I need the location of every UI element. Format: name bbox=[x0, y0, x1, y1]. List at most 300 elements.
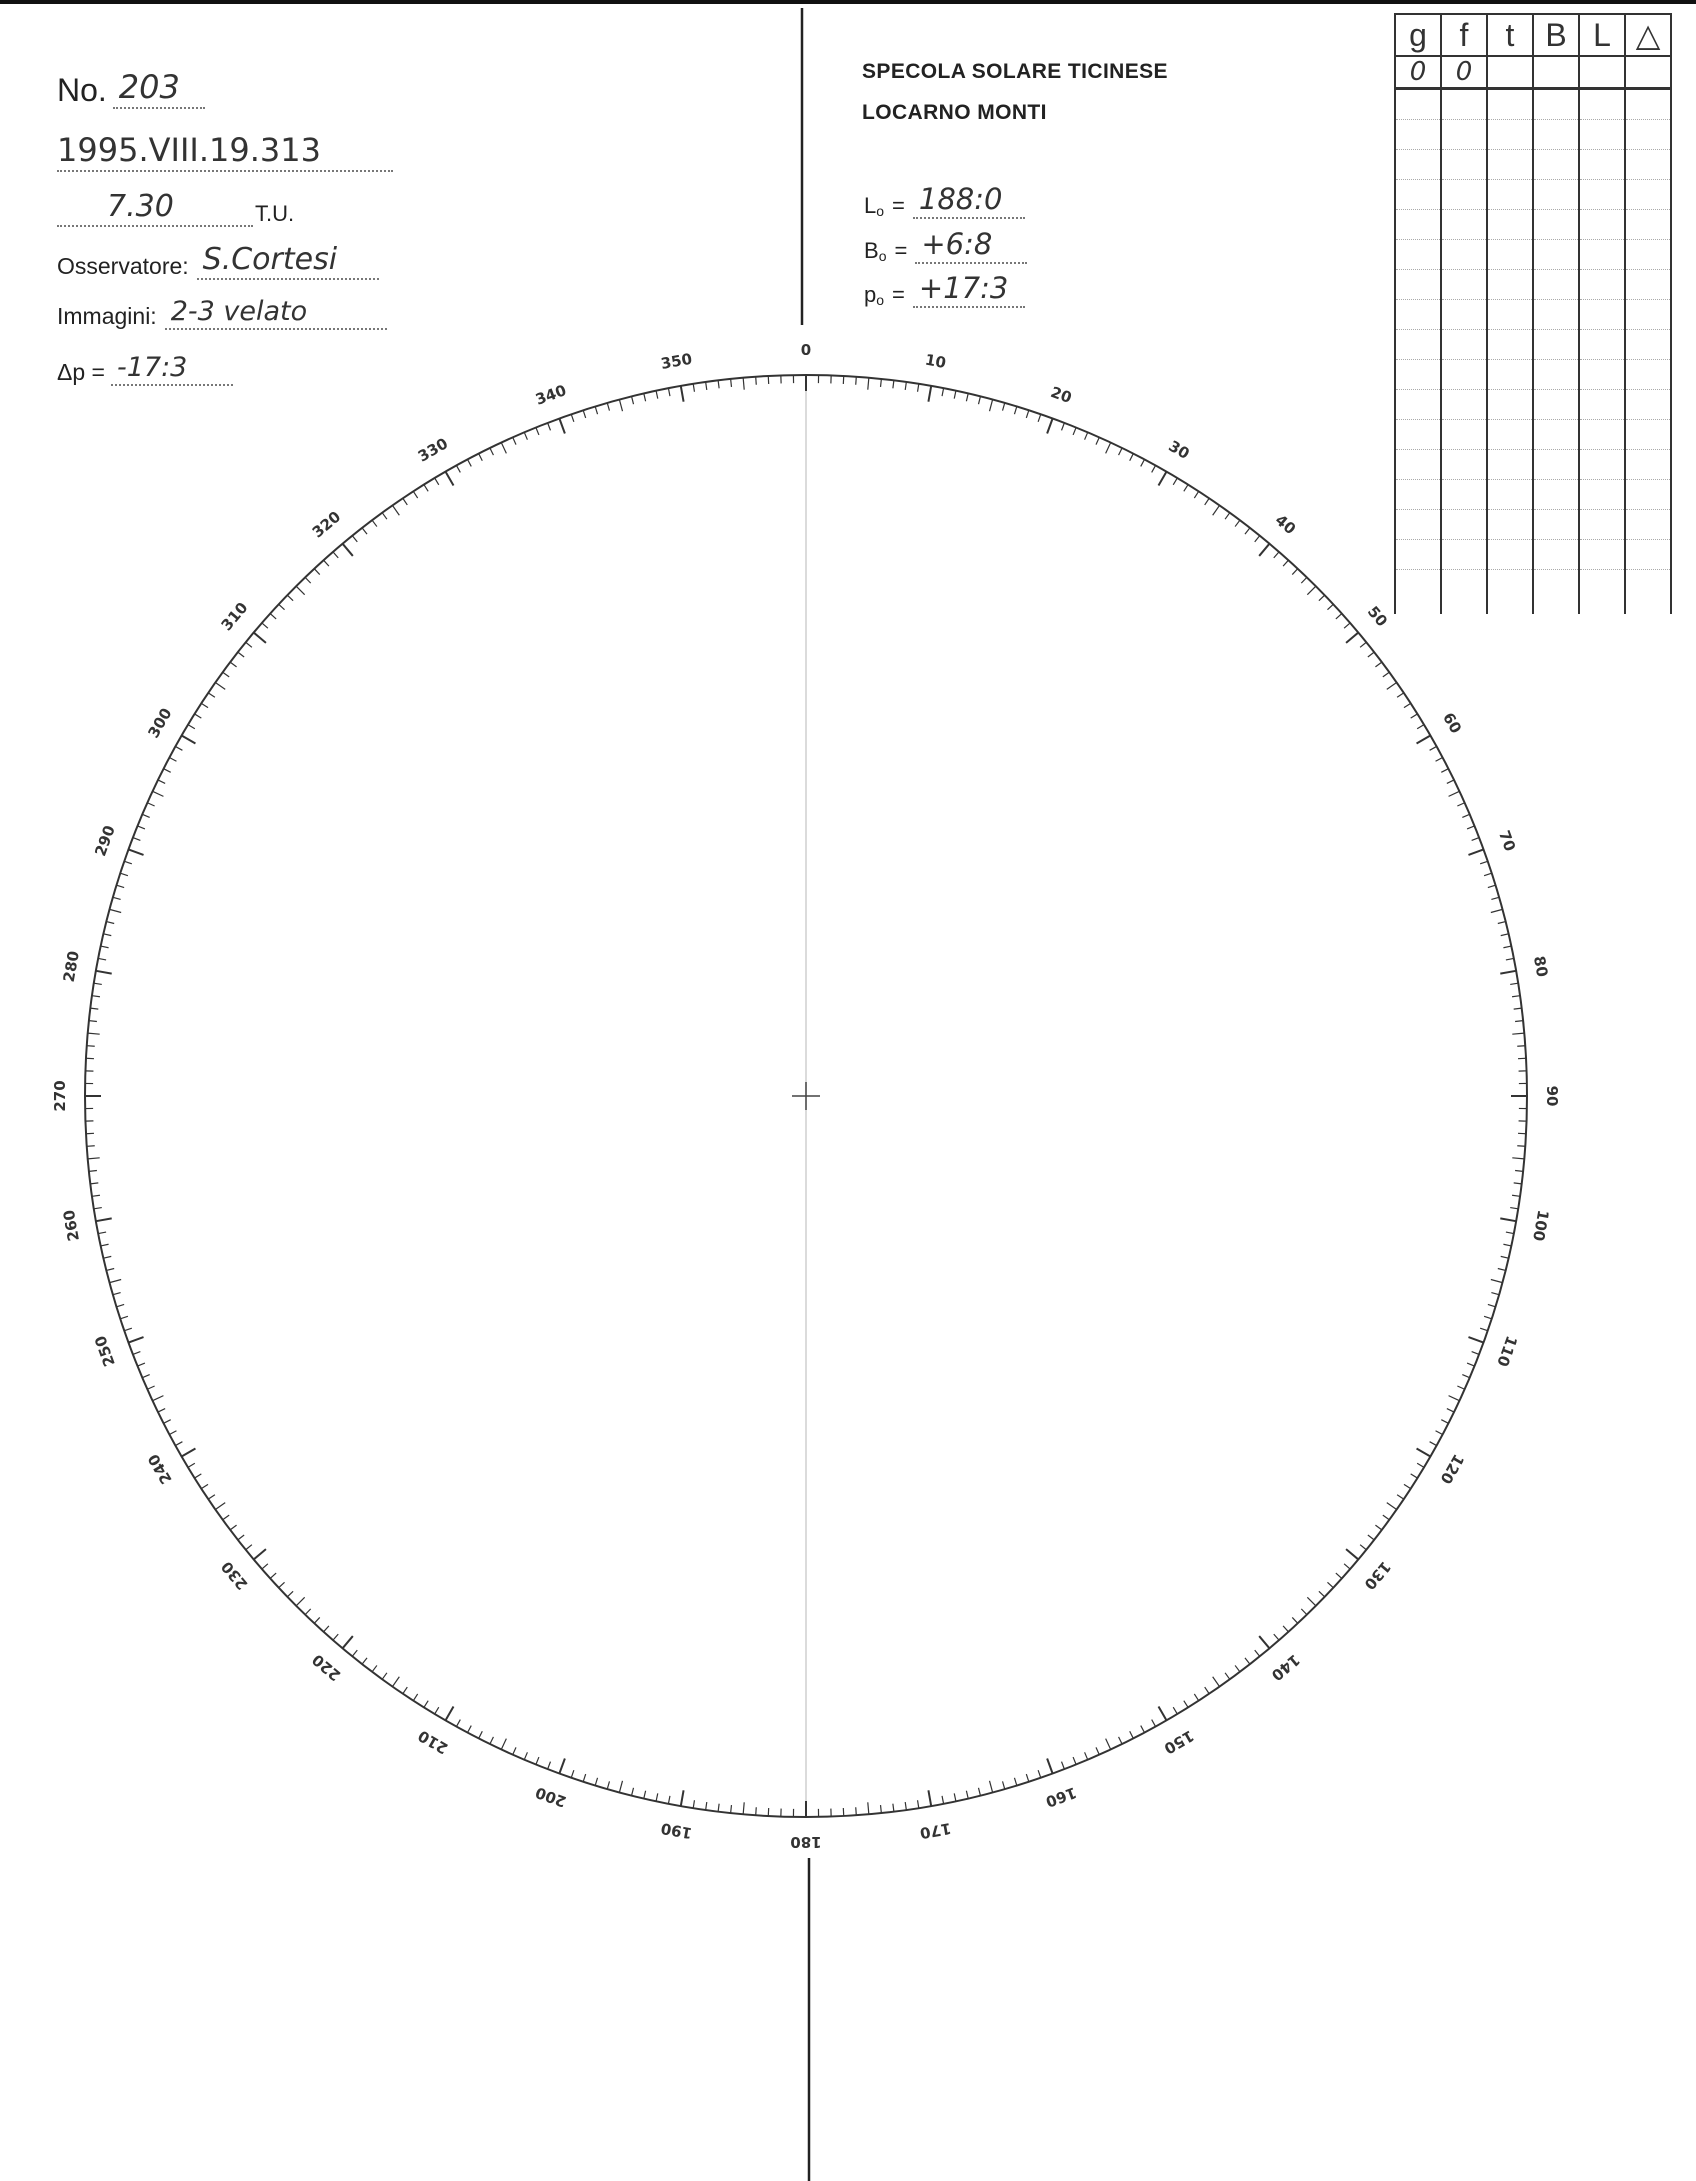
table-row bbox=[1395, 56, 1671, 89]
scale-tick bbox=[1159, 472, 1167, 486]
scale-label: 220 bbox=[308, 1650, 345, 1685]
scale-tick bbox=[270, 614, 276, 619]
b0-label: B bbox=[864, 238, 879, 263]
scale-tick bbox=[246, 642, 252, 647]
scale-tick bbox=[98, 958, 106, 960]
scale-tick bbox=[1491, 909, 1503, 912]
time-unit-label: T.U. bbox=[255, 201, 295, 226]
scale-label: 190 bbox=[659, 1819, 694, 1843]
scale-label: 40 bbox=[1271, 510, 1300, 539]
scale-tick bbox=[1205, 498, 1209, 505]
scale-tick bbox=[1375, 662, 1381, 667]
scale-tick bbox=[1292, 1617, 1297, 1623]
scale-tick bbox=[169, 1431, 176, 1435]
scale-tick bbox=[1085, 432, 1088, 439]
number-label: No. bbox=[57, 72, 107, 108]
scale-tick bbox=[1491, 897, 1499, 899]
scale-tick bbox=[1130, 454, 1134, 461]
scale-label: 60 bbox=[1439, 709, 1466, 737]
scale-tick bbox=[856, 1807, 857, 1815]
scale-tick bbox=[98, 1232, 106, 1234]
scale-tick bbox=[392, 505, 399, 515]
scale-tick bbox=[1259, 1636, 1269, 1648]
scale-label: 280 bbox=[59, 949, 83, 984]
scale-tick bbox=[158, 780, 165, 784]
scale-tick bbox=[571, 414, 574, 422]
scale-tick bbox=[208, 693, 215, 697]
scale-tick bbox=[230, 1525, 236, 1530]
scale-tick bbox=[693, 1800, 694, 1808]
scale-tick bbox=[1411, 1474, 1418, 1478]
scale-tick bbox=[456, 1720, 460, 1727]
scale-tick bbox=[1449, 1396, 1460, 1401]
scale-tick bbox=[88, 1033, 100, 1034]
scale-tick bbox=[1375, 1525, 1381, 1530]
scale-tick bbox=[1436, 758, 1443, 762]
scale-tick bbox=[456, 465, 460, 472]
scale-tick bbox=[1213, 505, 1220, 515]
scale-tick bbox=[1515, 1171, 1523, 1172]
scale-tick bbox=[333, 552, 338, 558]
scale-tick bbox=[96, 1218, 112, 1221]
scale-tick bbox=[1085, 1752, 1088, 1759]
scale-tick bbox=[1447, 780, 1454, 784]
scale-tick bbox=[607, 1781, 609, 1789]
scale-tick bbox=[990, 400, 993, 412]
scale-tick bbox=[490, 448, 494, 455]
scale-tick bbox=[1512, 1195, 1520, 1196]
scale-tick bbox=[1510, 983, 1518, 984]
scale-tick bbox=[343, 1636, 353, 1648]
scale-tick bbox=[1327, 604, 1333, 609]
scale-tick bbox=[1501, 1256, 1509, 1258]
scale-tick bbox=[1472, 838, 1479, 841]
scale-label: 330 bbox=[414, 434, 452, 466]
scale-tick bbox=[1307, 586, 1315, 594]
scale-tick bbox=[1259, 544, 1269, 556]
scale-tick bbox=[124, 1328, 132, 1331]
scale-tick bbox=[693, 384, 694, 392]
scale-tick bbox=[524, 1752, 527, 1759]
scale-tick bbox=[1152, 1720, 1156, 1727]
scale-label: 260 bbox=[59, 1208, 83, 1243]
scale-tick bbox=[117, 885, 125, 887]
delta-p-value: -17:3 bbox=[111, 352, 233, 386]
scale-tick bbox=[1119, 448, 1123, 455]
scale-tick bbox=[942, 1796, 944, 1804]
scale-tick bbox=[559, 1758, 564, 1773]
scale-label: 120 bbox=[1436, 1450, 1468, 1488]
scale-tick bbox=[1194, 1694, 1198, 1701]
scale-tick bbox=[238, 1535, 244, 1540]
table-row bbox=[1395, 89, 1671, 120]
scale-tick bbox=[314, 1617, 319, 1623]
scale-tick bbox=[918, 1800, 919, 1808]
scale-tick bbox=[1417, 725, 1424, 729]
scale-tick bbox=[1517, 1146, 1525, 1147]
scale-tick bbox=[468, 459, 472, 466]
scale-tick bbox=[1184, 485, 1188, 492]
scale-tick bbox=[94, 1208, 102, 1209]
scale-tick bbox=[1417, 1449, 1431, 1457]
scale-tick bbox=[1501, 934, 1509, 936]
scale-tick bbox=[1503, 1244, 1511, 1246]
table-row bbox=[1395, 450, 1671, 480]
scale-tick bbox=[1173, 1707, 1177, 1714]
scale-tick bbox=[1512, 996, 1520, 997]
scale-tick bbox=[743, 378, 744, 390]
scale-label: 350 bbox=[659, 349, 694, 373]
scale-tick bbox=[632, 396, 634, 404]
scale-tick bbox=[1106, 443, 1111, 454]
table-header-row bbox=[1395, 14, 1671, 56]
scale-tick bbox=[254, 1549, 266, 1559]
scale-tick bbox=[1014, 407, 1016, 415]
cell-b bbox=[1533, 56, 1579, 89]
scale-tick bbox=[756, 1807, 757, 1815]
scale-tick bbox=[1307, 1597, 1315, 1605]
scale-tick bbox=[1283, 560, 1288, 566]
scale-tick bbox=[1205, 1687, 1209, 1694]
scale-tick bbox=[1336, 1573, 1342, 1578]
scale-label: 70 bbox=[1494, 827, 1520, 854]
table-row bbox=[1395, 570, 1671, 615]
scale-tick bbox=[164, 1420, 171, 1424]
scale-tick bbox=[279, 604, 285, 609]
scale-tick bbox=[966, 1791, 968, 1799]
date-value: 1995.VIII.19.313 bbox=[57, 131, 393, 172]
scale-tick bbox=[1397, 693, 1404, 697]
p0-value: +17:3 bbox=[913, 271, 1025, 308]
scale-tick bbox=[905, 382, 906, 390]
scale-tick bbox=[424, 1701, 428, 1708]
col-header-t: t bbox=[1487, 14, 1533, 56]
scale-tick bbox=[1062, 1762, 1065, 1769]
scale-tick bbox=[743, 1802, 744, 1814]
scale-tick bbox=[133, 838, 140, 841]
scale-tick bbox=[208, 1495, 215, 1499]
scale-tick bbox=[392, 1677, 399, 1687]
scale-label: 10 bbox=[923, 350, 948, 373]
scale-tick bbox=[372, 1665, 377, 1671]
scale-tick bbox=[1159, 1707, 1167, 1721]
scale-label: 300 bbox=[144, 704, 176, 742]
scale-tick bbox=[138, 1363, 145, 1366]
scale-tick bbox=[990, 1781, 993, 1793]
scale-tick bbox=[175, 746, 182, 750]
scale-tick bbox=[1360, 1545, 1366, 1550]
scale-tick bbox=[92, 996, 100, 997]
scale-tick bbox=[1344, 1564, 1350, 1569]
l0-value: 188:0 bbox=[913, 182, 1025, 219]
scale-tick bbox=[1106, 1739, 1111, 1750]
scale-label: 270 bbox=[51, 1080, 69, 1112]
l0-equals: = bbox=[892, 193, 905, 218]
scale-tick bbox=[1447, 1409, 1454, 1413]
table-row bbox=[1395, 480, 1671, 510]
scale-tick bbox=[113, 897, 121, 899]
scale-tick bbox=[92, 1195, 100, 1196]
scale-tick bbox=[435, 1707, 439, 1714]
scale-tick bbox=[1003, 403, 1005, 411]
scale-tick bbox=[954, 391, 956, 399]
scale-tick bbox=[1491, 1280, 1503, 1283]
cell-f: 0 bbox=[1441, 56, 1487, 89]
scale-tick bbox=[1245, 528, 1250, 534]
scale-tick bbox=[1480, 1328, 1488, 1331]
observatory-location: LOCARNO MONTI bbox=[862, 101, 1047, 124]
scale-label: 20 bbox=[1048, 382, 1075, 408]
scale-tick bbox=[89, 1171, 97, 1172]
scale-tick bbox=[158, 1409, 165, 1413]
scale-tick bbox=[1096, 1747, 1099, 1754]
table-row bbox=[1395, 390, 1671, 420]
scale-tick bbox=[305, 577, 311, 583]
scale-tick bbox=[413, 491, 417, 498]
scale-tick bbox=[1026, 1774, 1028, 1782]
scale-tick bbox=[1292, 569, 1297, 575]
scale-tick bbox=[1225, 513, 1230, 519]
scale-tick bbox=[1500, 1218, 1516, 1221]
scale-tick bbox=[147, 803, 154, 806]
scale-label: 310 bbox=[217, 598, 252, 635]
scale-tick bbox=[324, 560, 329, 566]
scale-tick bbox=[978, 396, 980, 404]
scale-tick bbox=[595, 1778, 597, 1786]
scale-tick bbox=[142, 1375, 149, 1378]
scale-tick bbox=[1383, 1515, 1389, 1520]
scale-label: 80 bbox=[1529, 954, 1552, 979]
scale-tick bbox=[110, 909, 122, 912]
scale-tick bbox=[668, 1796, 670, 1804]
scale-tick bbox=[1274, 552, 1279, 558]
scale-tick bbox=[479, 1731, 483, 1738]
scale-tick bbox=[1411, 714, 1418, 718]
scale-tick bbox=[223, 672, 229, 677]
scale-tick bbox=[287, 595, 293, 601]
scale-label: 100 bbox=[1529, 1208, 1553, 1243]
scale-tick bbox=[1141, 1726, 1145, 1733]
scale-tick bbox=[1506, 1232, 1514, 1234]
scale-tick bbox=[90, 1183, 98, 1184]
scale-tick bbox=[536, 428, 539, 435]
scale-tick bbox=[314, 569, 319, 575]
scale-tick bbox=[352, 1650, 357, 1656]
scale-tick bbox=[1368, 1535, 1374, 1540]
scale-tick bbox=[856, 377, 857, 385]
scale-tick bbox=[195, 714, 202, 718]
scale-tick bbox=[279, 1582, 285, 1587]
scale-label: 340 bbox=[533, 381, 569, 409]
scale-tick bbox=[1301, 1609, 1307, 1615]
scale-tick bbox=[296, 1597, 304, 1605]
scale-tick bbox=[1003, 1781, 1005, 1789]
scale-tick bbox=[96, 971, 112, 974]
scale-tick bbox=[1255, 1650, 1260, 1656]
scale-tick bbox=[479, 454, 483, 461]
cell-l bbox=[1579, 56, 1625, 89]
scale-tick bbox=[1360, 642, 1366, 647]
scale-tick bbox=[124, 861, 132, 864]
scale-tick bbox=[101, 946, 109, 948]
scale-tick bbox=[87, 1146, 95, 1147]
table-row bbox=[1395, 210, 1671, 240]
scale-tick bbox=[254, 633, 266, 643]
p0-subscript: o bbox=[876, 292, 885, 308]
scale-tick bbox=[619, 1781, 622, 1793]
scale-tick bbox=[893, 1804, 894, 1812]
scale-tick bbox=[94, 983, 102, 984]
scale-tick bbox=[501, 443, 506, 454]
scale-tick bbox=[182, 1449, 196, 1457]
scale-label: 290 bbox=[91, 823, 119, 859]
scale-label: 240 bbox=[144, 1450, 176, 1488]
scale-tick bbox=[559, 418, 564, 433]
scale-tick bbox=[1387, 1503, 1397, 1510]
scale-tick bbox=[942, 388, 944, 396]
b0-value: +6:8 bbox=[915, 227, 1027, 264]
scale-tick bbox=[524, 432, 527, 439]
scale-tick bbox=[656, 391, 658, 399]
scale-tick bbox=[1173, 478, 1177, 485]
scale-tick bbox=[681, 1790, 684, 1806]
scale-tick bbox=[262, 623, 268, 628]
scale-tick bbox=[1404, 703, 1411, 707]
scale-tick bbox=[324, 1626, 329, 1632]
scale-tick bbox=[1283, 1626, 1288, 1632]
scale-tick bbox=[88, 1158, 100, 1159]
scale-tick bbox=[881, 379, 882, 387]
scale-tick bbox=[333, 1634, 338, 1640]
scale-tick bbox=[1245, 1658, 1250, 1664]
scale-label: 140 bbox=[1267, 1650, 1304, 1685]
table-row bbox=[1395, 180, 1671, 210]
scale-tick bbox=[501, 1739, 506, 1750]
p0-equals: = bbox=[892, 282, 905, 307]
scale-tick bbox=[607, 403, 609, 411]
scale-tick bbox=[90, 1008, 98, 1009]
scale-tick bbox=[138, 826, 145, 829]
scale-tick bbox=[1014, 1778, 1016, 1786]
scale-tick bbox=[215, 682, 225, 689]
cell-g: 0 bbox=[1395, 56, 1441, 89]
scale-tick bbox=[103, 1256, 111, 1258]
scale-tick bbox=[120, 1316, 128, 1318]
scale-tick bbox=[413, 1694, 417, 1701]
scale-tick bbox=[362, 1658, 367, 1664]
scale-tick bbox=[362, 528, 367, 534]
scale-tick bbox=[1368, 652, 1374, 657]
l0-subscript: o bbox=[876, 203, 885, 219]
scale-tick bbox=[1436, 1431, 1443, 1435]
scale-tick bbox=[954, 1793, 956, 1801]
scale-tick bbox=[681, 386, 684, 402]
scale-tick bbox=[1506, 958, 1514, 960]
scale-tick bbox=[1441, 769, 1448, 773]
scale-tick bbox=[468, 1726, 472, 1733]
scale-tick bbox=[706, 1802, 707, 1810]
scale-tick bbox=[223, 1515, 229, 1520]
scale-tick bbox=[1152, 465, 1156, 472]
scale-tick bbox=[928, 386, 931, 402]
cell-delta bbox=[1625, 56, 1671, 89]
scale-tick bbox=[128, 1337, 143, 1342]
observer-value: S.Cortesi bbox=[197, 242, 379, 280]
scale-label: 0 bbox=[800, 341, 812, 359]
scale-tick bbox=[619, 400, 622, 412]
scale-tick bbox=[1130, 1731, 1134, 1738]
images-label: Immagini: bbox=[57, 303, 157, 329]
scale-label: 210 bbox=[414, 1726, 452, 1758]
scale-tick bbox=[1430, 1442, 1437, 1446]
scale-tick bbox=[1512, 1033, 1524, 1034]
scale-tick bbox=[1119, 1737, 1123, 1744]
scale-tick bbox=[1319, 1591, 1325, 1597]
scale-tick bbox=[147, 1386, 154, 1389]
scale-tick bbox=[1512, 1158, 1524, 1159]
scale-tick bbox=[246, 1545, 252, 1550]
scale-tick bbox=[195, 1474, 202, 1478]
col-header-b: B bbox=[1533, 14, 1579, 56]
scale-tick bbox=[182, 736, 196, 744]
scale-tick bbox=[188, 725, 195, 729]
scale-tick bbox=[424, 485, 428, 492]
scale-tick bbox=[238, 652, 244, 657]
observatory-name: SPECOLA SOLARE TICINESE bbox=[862, 60, 1168, 83]
scale-tick bbox=[1062, 423, 1065, 430]
scale-tick bbox=[230, 662, 236, 667]
scale-tick bbox=[571, 1770, 574, 1778]
scale-tick bbox=[287, 1591, 293, 1597]
scale-label: 30 bbox=[1165, 436, 1193, 463]
table-row bbox=[1395, 150, 1671, 180]
scale-tick bbox=[215, 1503, 225, 1510]
delta-p-label: Δp = bbox=[57, 359, 105, 385]
scale-tick bbox=[1480, 861, 1488, 864]
scale-tick bbox=[446, 472, 454, 486]
scale-tick bbox=[1457, 1386, 1464, 1389]
scale-tick bbox=[1488, 885, 1496, 887]
scale-tick bbox=[706, 382, 707, 390]
scale-tick bbox=[1468, 849, 1483, 854]
scale-tick bbox=[372, 520, 377, 526]
scale-tick bbox=[893, 380, 894, 388]
scale-tick bbox=[1462, 1375, 1469, 1378]
scale-tick bbox=[101, 1244, 109, 1246]
scale-tick bbox=[1184, 1701, 1188, 1708]
table-row bbox=[1395, 120, 1671, 150]
time-value: 7.30 bbox=[57, 189, 253, 227]
table-row bbox=[1395, 330, 1671, 360]
scale-tick bbox=[89, 1021, 97, 1022]
scale-label: 200 bbox=[533, 1783, 569, 1811]
scale-tick bbox=[918, 384, 919, 392]
scale-tick bbox=[1383, 672, 1389, 677]
scale-tick bbox=[382, 513, 387, 519]
scale-label: 90 bbox=[1543, 1085, 1561, 1107]
scale-label: 50 bbox=[1363, 602, 1392, 631]
scale-tick bbox=[1515, 1021, 1523, 1022]
scale-label: 170 bbox=[918, 1819, 953, 1843]
scale-tick bbox=[536, 1757, 539, 1764]
scale-tick bbox=[133, 1352, 140, 1355]
scale-tick bbox=[117, 1304, 125, 1306]
scale-tick bbox=[632, 1788, 634, 1796]
table-row bbox=[1395, 270, 1671, 300]
scale-tick bbox=[110, 1280, 122, 1283]
scale-tick bbox=[1449, 791, 1460, 796]
scale-tick bbox=[1274, 1634, 1279, 1640]
